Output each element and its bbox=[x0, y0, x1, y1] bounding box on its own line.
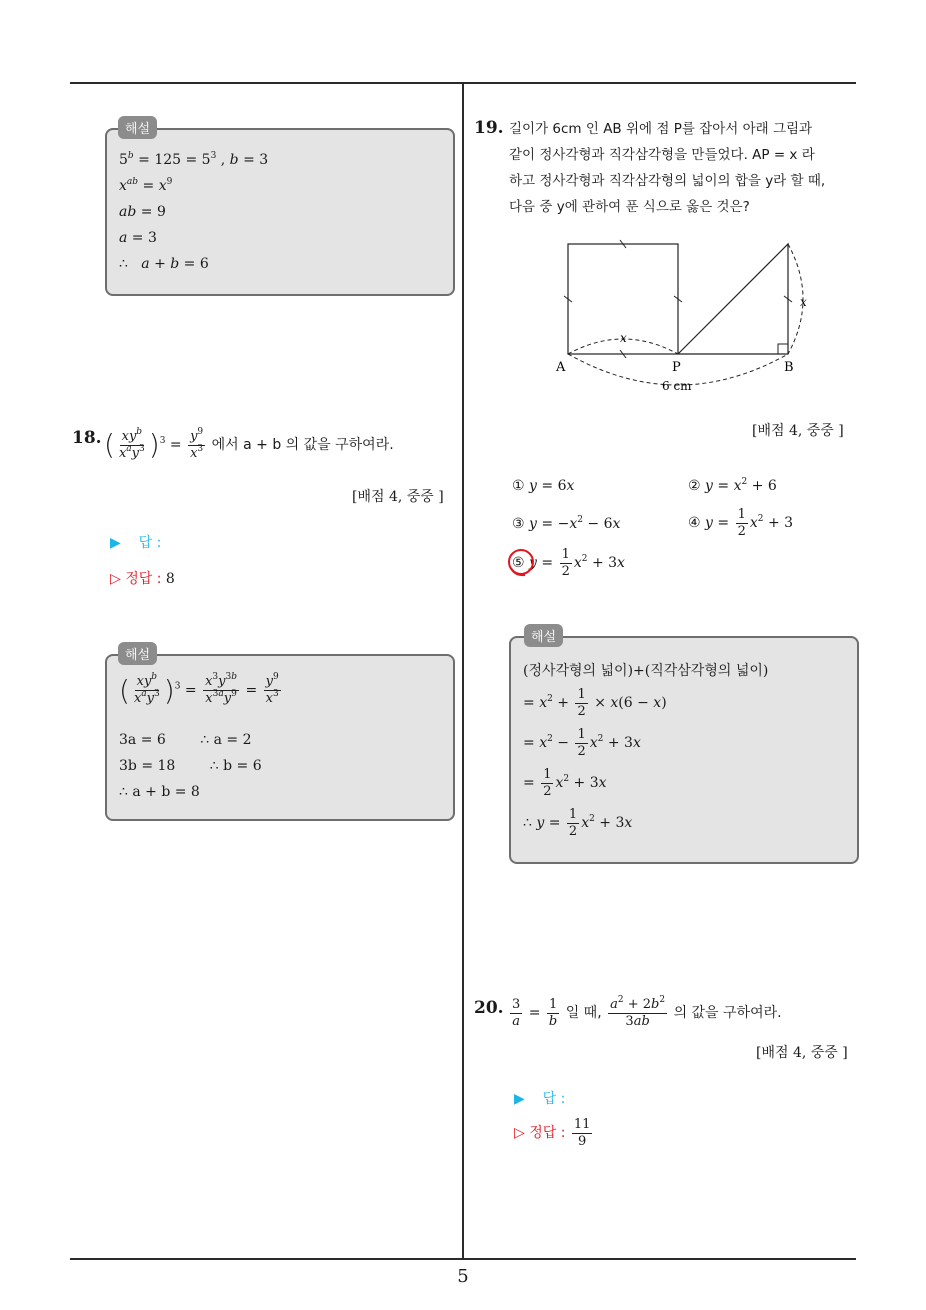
q19-figure bbox=[550, 236, 820, 396]
q19-choice-2[interactable]: ② $y = x^2 + 6$ bbox=[688, 477, 777, 494]
q19-choice-1[interactable]: ① y = 6x bbox=[512, 478, 575, 494]
q19-label-P: P bbox=[672, 360, 681, 375]
q18-answer-arrow-icon: ▶ bbox=[110, 535, 121, 551]
q19-sol-line-1: (정사각형의 넓이)+(직각삼각형의 넓이) bbox=[523, 663, 769, 679]
q19-label-x-bottom: x bbox=[620, 331, 627, 345]
q17-sol-line-2: $x^{ab} = x^9$ bbox=[119, 177, 173, 194]
q18-score: [배점 4, 중중 ] bbox=[352, 489, 444, 505]
q20-number: 20. bbox=[474, 998, 504, 1018]
q19-label-x-right: x bbox=[800, 295, 807, 309]
q20-text-suffix: 의 값을 구하여라. bbox=[673, 1005, 782, 1022]
q19-choice-5[interactable]: ⑤ y = $\frac{1}{2}$ $x^2 + 3x$ bbox=[512, 547, 625, 579]
q20-text-mid: 일 때, bbox=[565, 1005, 602, 1022]
q19-explain-tag: 해설 bbox=[524, 624, 563, 647]
q19-score: [배점 4, 중중 ] bbox=[752, 423, 844, 439]
q18-sol-line-3: 3b = 18 ∴ b = 6 bbox=[119, 758, 262, 774]
q19-sol-line-3: = $x^2$ − $\frac{1}{2}$ $x^2 + 3x$ bbox=[523, 727, 641, 759]
q18-number: 18. bbox=[72, 428, 102, 448]
q18-correct-row bbox=[110, 568, 175, 588]
q18-sol-line-4: ∴ a + b = 8 bbox=[119, 784, 200, 800]
q18-answer-label: 답 : bbox=[138, 535, 162, 551]
q19-label-6cm: 6 cm bbox=[662, 379, 692, 393]
q18-correct-label: 정답 : bbox=[125, 571, 162, 587]
q18-question-suffix: 에서 a + b 의 값을 구하여라. bbox=[211, 437, 394, 454]
q19-label-A: A bbox=[556, 360, 566, 375]
q18-answer-row bbox=[110, 532, 161, 552]
q18-correct-arrow-icon: ▷ bbox=[110, 571, 121, 587]
q19-number: 19. bbox=[474, 118, 504, 138]
q19-selected-circle-icon bbox=[505, 546, 537, 578]
q20-score: [배점 4, 중중 ] bbox=[756, 1045, 848, 1061]
q20-question: $\frac{3}{a}$ = $\frac{1}{b}$ 일 때, $\frac{a^2 + 2b^2}{3ab}$ 의 값을 구하여라. bbox=[512, 995, 782, 1029]
q19-label-B: B bbox=[784, 360, 794, 375]
q19-solution-box bbox=[509, 636, 859, 864]
q17-solution-box bbox=[105, 128, 455, 296]
q19-right-angle-mark bbox=[778, 344, 788, 354]
q19-text-line-3: 하고 정사각형과 직각삼각형의 넓이의 합을 y라 할 때, bbox=[509, 173, 826, 189]
q19-sol-line-2: = $x^2$ + $\frac{1}{2}$ × x(6 − x) bbox=[523, 687, 667, 719]
column-divider bbox=[462, 84, 464, 1259]
q19-question bbox=[509, 116, 859, 220]
q20-answer-arrow-icon: ▶ bbox=[514, 1091, 525, 1107]
q19-sol-line-4: = $\frac{1}{2}$ $x^2 + 3x$ bbox=[523, 767, 607, 799]
page-number: 5 bbox=[457, 1266, 469, 1287]
q17-sol-line-4: a = 3 bbox=[119, 230, 157, 246]
q17-sol-line-1: $5^b = 125 = 5^3$ , b = 3 bbox=[119, 151, 269, 168]
q20-correct-arrow-icon: ▷ bbox=[514, 1125, 525, 1142]
q20-correct-label: 정답 : bbox=[529, 1125, 566, 1142]
q17-explain-tag: 해설 bbox=[118, 116, 157, 139]
q17-sol-line-5: ∴ a + b = 6 bbox=[119, 256, 209, 272]
q19-choice-3[interactable]: ③ $y = -x^2 - 6x$ bbox=[512, 515, 621, 532]
q18-explain-tag: 해설 bbox=[118, 642, 157, 665]
q19-choice-4[interactable]: ④ y = $\frac{1}{2}$ $x^2 + 3$ bbox=[688, 507, 794, 539]
q20-answer-row bbox=[514, 1088, 565, 1108]
q19-text-line-2: 같이 정사각형과 직각삼각형을 만들었다. AP = x 라 bbox=[509, 147, 815, 163]
q19-text-line-4: 다음 중 y에 관하여 푼 식으로 옳은 것은? bbox=[509, 199, 750, 215]
q18-question: ( $\frac{xy^b}{x^ay^3}$ )$^3$ = $\frac{y^9}{x^3}$ 에서 a + b 의 값을 구하여라. bbox=[104, 427, 394, 462]
q20-answer-label: 답 : bbox=[542, 1091, 566, 1107]
q18-sol-line-1: ( $\frac{xy^b}{x^ay^3}$ )$^3$ = $\frac{x^3y^{3b}}{x^{3a}y^9}$ = $\frac{y^9}{x^3}$ bbox=[119, 672, 279, 707]
q19-text-line-1: 길이가 6cm 인 AB 위에 점 P를 잡아서 아래 그림과 bbox=[509, 121, 813, 137]
q18-correct-value: 8 bbox=[165, 571, 175, 587]
q18-sol-line-2: 3a = 6 ∴ a = 2 bbox=[119, 732, 252, 748]
q18-solution-box bbox=[105, 654, 455, 821]
q19-sol-line-5: ∴ y = $\frac{1}{2}$ $x^2 + 3x$ bbox=[523, 807, 633, 839]
q20-correct-row bbox=[514, 1118, 594, 1148]
bottom-rule bbox=[70, 1258, 856, 1260]
q20-correct-value: $\frac{11}{9}$ bbox=[573, 1117, 591, 1149]
q17-sol-line-3: ab = 9 bbox=[119, 204, 166, 220]
q19-triangle bbox=[678, 244, 788, 354]
